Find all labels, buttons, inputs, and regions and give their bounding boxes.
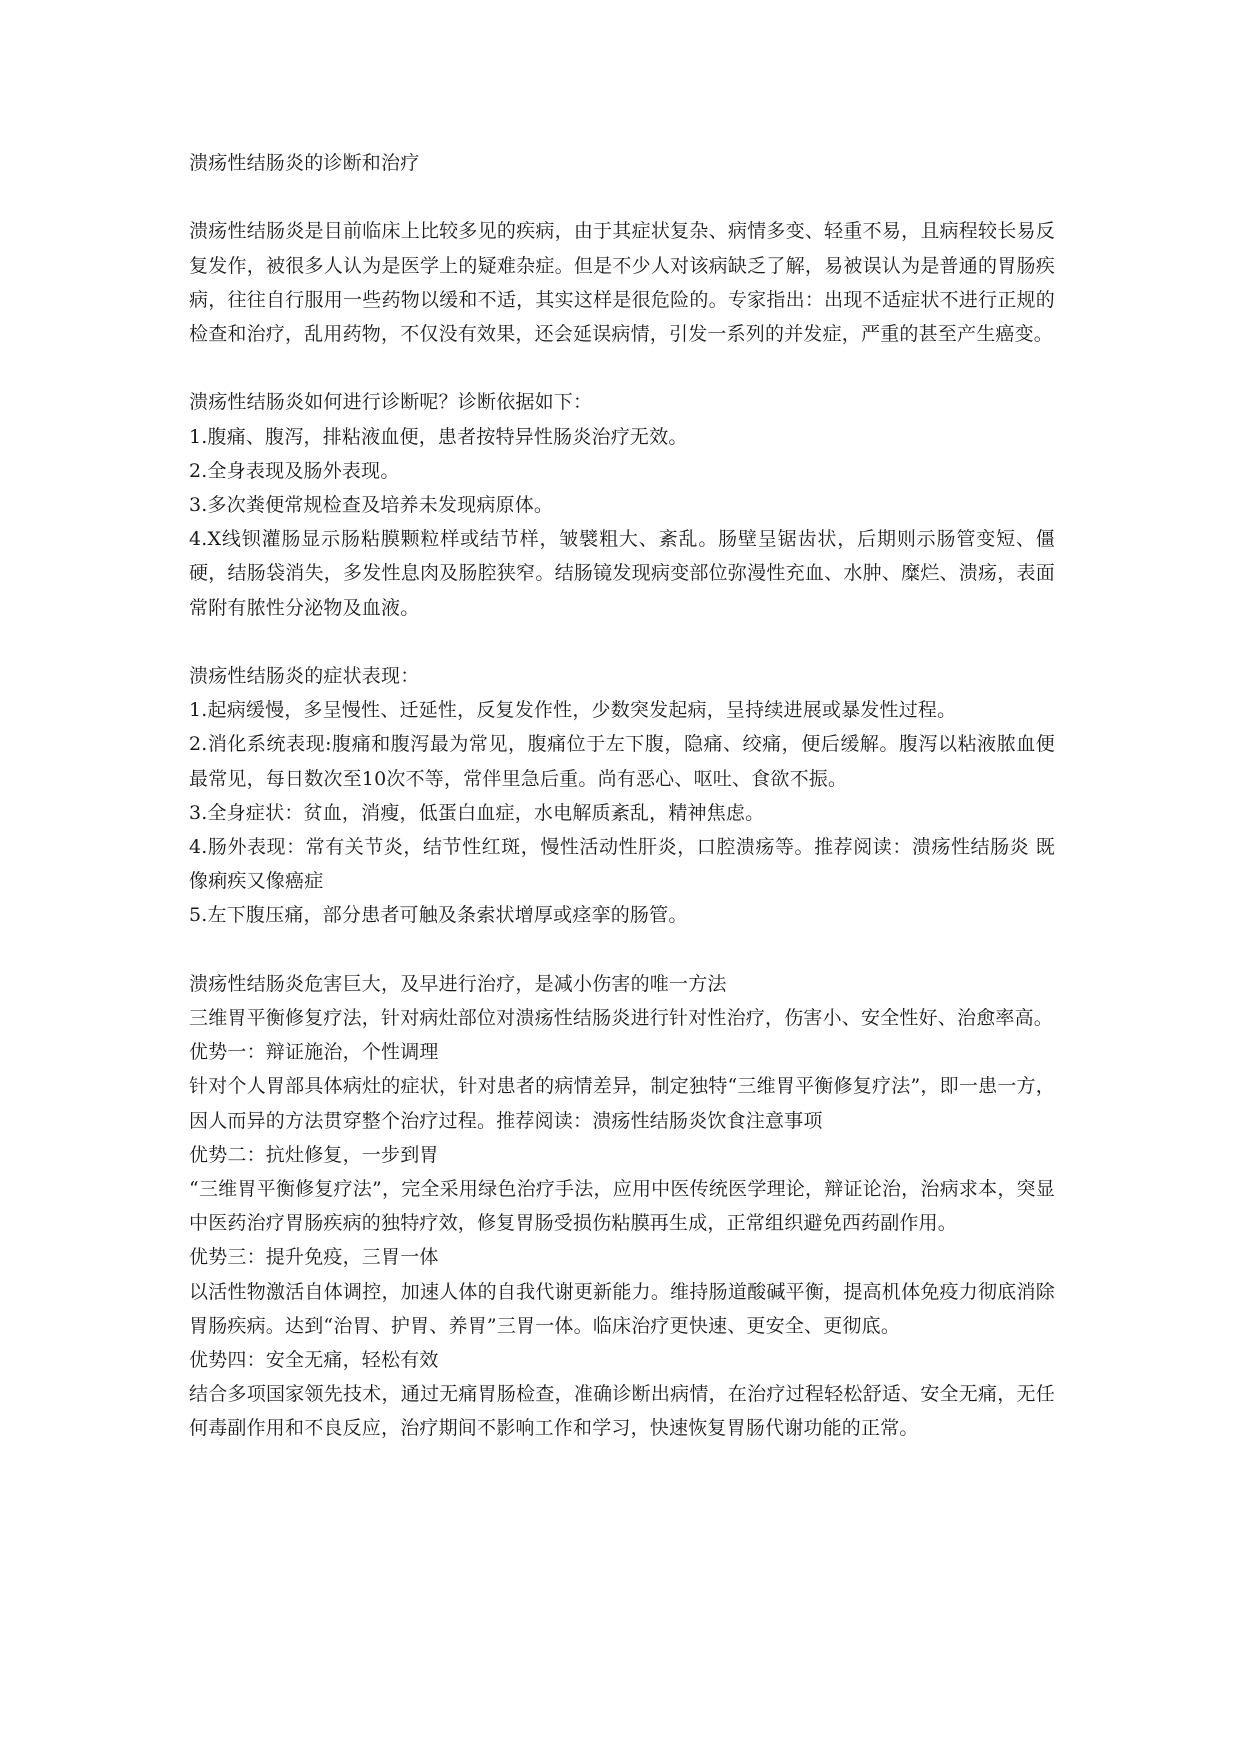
document-page <box>189 146 1055 1446</box>
treatment-heading: 溃疡性结肠炎危害巨大，及早进行治疗，是减小伤害的唯一方法 <box>189 972 727 995</box>
diagnosis-item: 1.腹痛、腹泻，排粘液血便，患者按特异性肠炎治疗无效。 <box>189 425 688 448</box>
advantage-title: 优势四：安全无痛，轻松有效 <box>189 1349 439 1372</box>
diagnosis-item: 2.全身表现及肠外表现。 <box>189 459 400 482</box>
advantage-title: 优势一：辩证施治，个性调理 <box>189 1041 439 1064</box>
document-title: 溃疡性结肠炎的诊断和治疗 <box>189 152 420 174</box>
symptom-item: 4.肠外表现：常有关节炎，结节性红斑，慢性活动性肝炎，口腔溃疡等。推荐阅读：溃疡性结肠炎 既像痢疾又像癌症 <box>189 836 1055 893</box>
spacer <box>189 180 1055 214</box>
intro-paragraph: 溃疡性结肠炎是目前临床上比较多见的疾病，由于其症状复杂、病情多变、轻重不易，且病程较长易反复发作，被很多人认为是医学上的疑难杂症。但是不少人对该病缺乏了解，易被误认为是普通的胃肠疾病，往往自行服用一些药物以缓和不适，其实这样是很危险的。专家指出：出现不适症状不进行正规的检查和治疗，乱用药物，不仅没有效果，还会延误病情，引发一系列的并发症，严重的甚至产生癌变。 <box>189 220 1055 345</box>
diagnosis-item: 3.多次粪便常规检查及培养未发现病原体。 <box>189 494 554 516</box>
diagnosis-item: 4.X线钡灌肠显示肠粘膜颗粒样或结节样，皱襞粗大、紊乱。肠壁呈锯齿状，后期则示肠管变短、僵硬，结肠袋消失，多发性息肉及肠腔狭窄。结肠镜发现病变部位弥漫性充血、水肿、糜烂、溃疡，表面常附有脓性分泌物及血液。 <box>189 528 1055 619</box>
spacer <box>189 625 1055 659</box>
diagnosis-heading: 溃疡性结肠炎如何进行诊断呢？诊断依据如下： <box>189 391 593 414</box>
advantage-body: 结合多项国家领先技术，通过无痛胃肠检查，准确诊断出病情，在治疗过程轻松舒适、安全无痛，无任何毒副作用和不良反应，治疗期间不影响工作和学习，快速恢复胃肠代谢功能的正常。 <box>189 1383 1055 1440</box>
advantage-body: “三维胃平衡修复疗法”，完全采用绿色治疗手法，应用中医传统医学理论，辩证论治，治病求本，突显中医药治疗胃肠疾病的独特疗效，修复胃肠受损伤粘膜再生成，正常组织避免西药副作用。 <box>189 1178 1055 1235</box>
symptom-item: 1.起病缓慢，多呈慢性、迁延性，反复发作性，少数突发起病，呈持续进展或暴发性过程。 <box>189 699 957 722</box>
symptom-item: 5.左下腹压痛，部分患者可触及条索状增厚或痉挛的肠管。 <box>189 904 688 927</box>
advantage-body: 针对个人胃部具体病灶的症状，针对患者的病情差异，制定独特“三维胃平衡修复疗法”，即一患一方，因人而异的方法贯穿整个治疗过程。推荐阅读：溃疡性结肠炎饮食注意事项 <box>189 1075 1055 1132</box>
advantage-title: 优势二：抗灶修复，一步到胃 <box>189 1143 439 1166</box>
treatment-summary: 三维胃平衡修复疗法，针对病灶部位对溃疡性结肠炎进行针对性治疗，伤害小、安全性好、治愈率高。 <box>189 1007 1054 1030</box>
symptoms-heading: 溃疡性结肠炎的症状表现： <box>189 665 420 687</box>
advantage-body: 以活性物激活自体调控，加速人体的自我代谢更新能力。维持肠道酸碱平衡，提高机体免疫力彻底消除胃肠疾病。达到“治胃、护胃、养胃”三胃一体。临床治疗更快速、更安全、更彻底。 <box>189 1280 1055 1337</box>
symptom-item: 3.全身症状：贫血，消瘦，低蛋白血症，水电解质紊乱，精神焦虑。 <box>189 801 765 824</box>
spacer <box>189 351 1055 385</box>
symptom-item: 2.消化系统表现:腹痛和腹泻最为常见，腹痛位于左下腹，隐痛、绞痛，便后缓解。腹泻以粘液脓血便最常见，每日数次至10次不等，常伴里急后重。尚有恶心、呕吐、食欲不振。 <box>189 733 1055 790</box>
spacer <box>189 933 1055 967</box>
advantage-title: 优势三：提升免疫，三胃一体 <box>189 1246 439 1269</box>
